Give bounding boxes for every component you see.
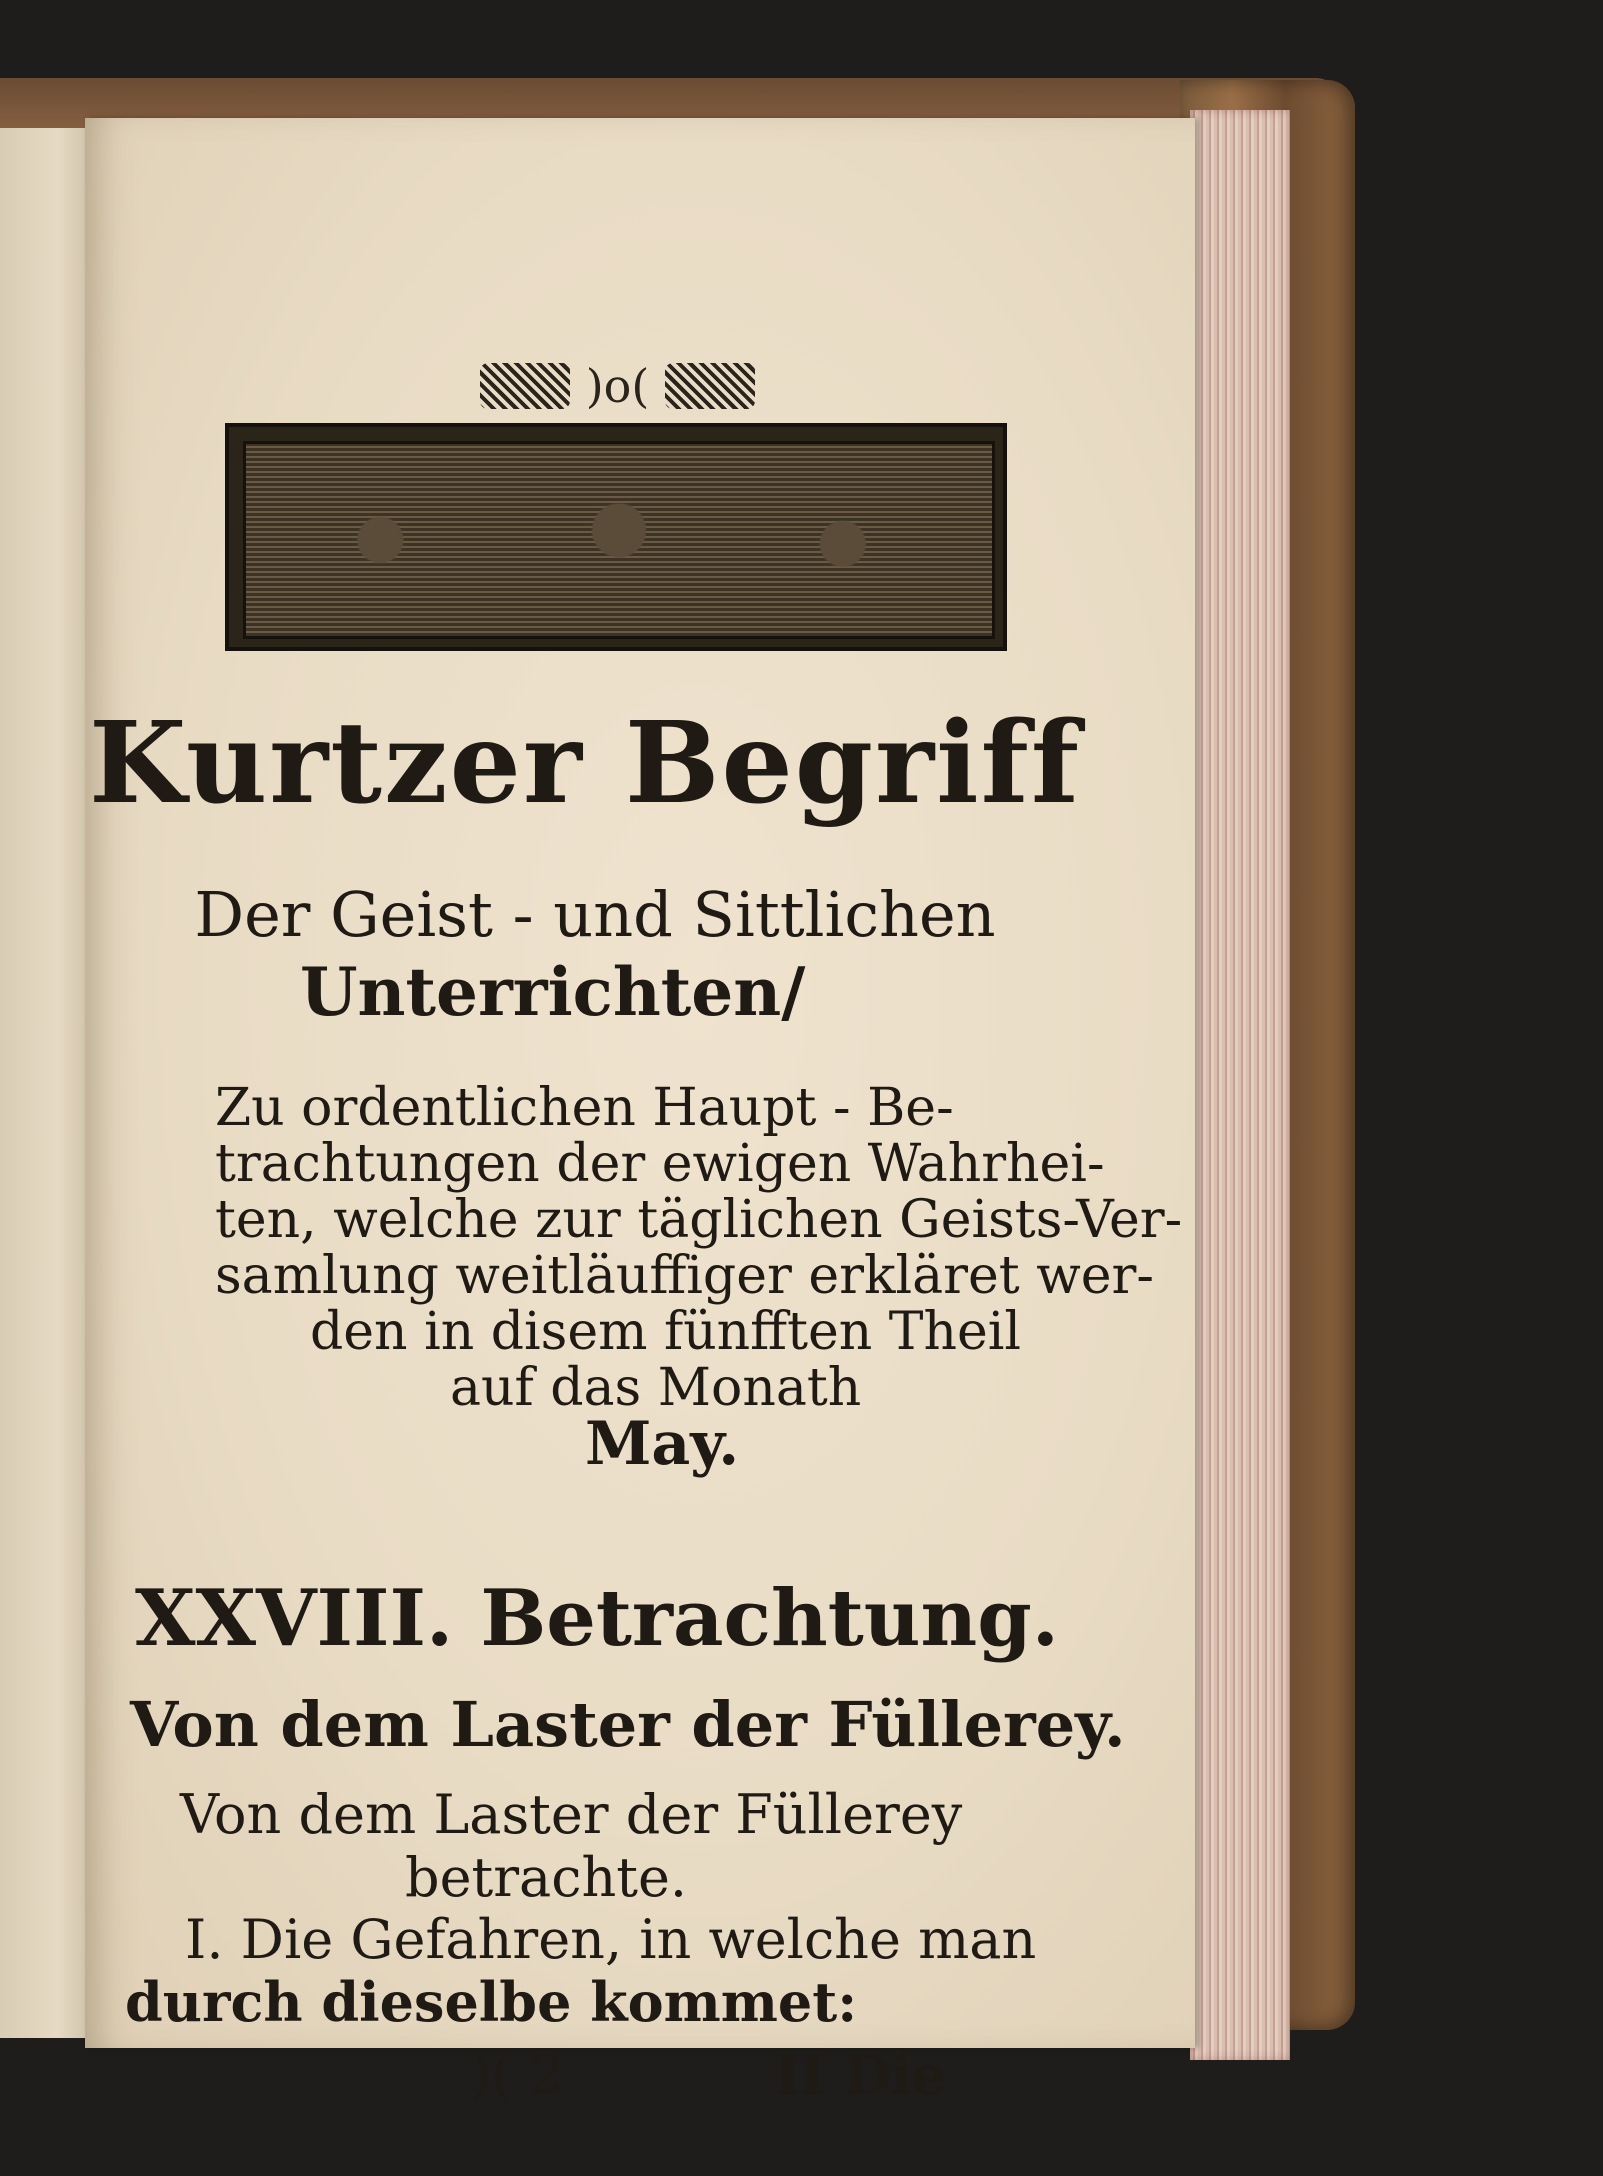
description-block: [215, 1078, 1183, 1479]
signature-mark: )( 2: [470, 2043, 564, 2106]
body-line: ten, welche zur täglichen Geists-Ver-: [215, 1190, 1183, 1250]
summary-line: I. Die Gefahren, in welche man: [185, 1908, 1037, 1971]
body-line: den in disem fünfften Theil: [310, 1302, 1022, 1362]
small-ornament: [480, 358, 755, 414]
chapter-heading: XXVIII. Betrachtung.: [135, 1573, 1059, 1664]
summary-line: durch dieselbe kommet:: [125, 1970, 858, 2034]
right-page: [85, 118, 1195, 2107]
floral-pattern-icon: [243, 441, 995, 639]
catchword: II Die: [775, 2043, 947, 2107]
summary-line: betrachte.: [405, 1846, 688, 1909]
body-line: May.: [585, 1409, 740, 1479]
decorative-headpiece: [225, 423, 1007, 651]
ornament-left-icon: [480, 363, 570, 409]
body-line: auf das Monath: [450, 1358, 862, 1418]
ornament-right-icon: [665, 363, 755, 409]
subtitle-line-1: Der Geist - und Sittlichen: [194, 878, 996, 951]
chapter-subtitle: Von dem Laster der Füllerey.: [130, 1688, 1126, 1761]
body-line: samlung weitläuffiger erkläret wer-: [215, 1246, 1154, 1306]
summary-line: Von dem Laster der Füllerey: [180, 1783, 963, 1846]
ornament-mid: )o(: [585, 359, 650, 413]
page-edges: [1190, 110, 1290, 2060]
left-page-sliver: [0, 128, 95, 2038]
body-line: trachtungen der ewigen Wahrhei-: [215, 1134, 1105, 1194]
subtitle-line-2: Unterrichten/: [300, 953, 806, 1031]
page-title: Kurtzer Begriff: [88, 698, 1082, 829]
body-line: Zu ordentlichen Haupt - Be-: [215, 1078, 954, 1138]
